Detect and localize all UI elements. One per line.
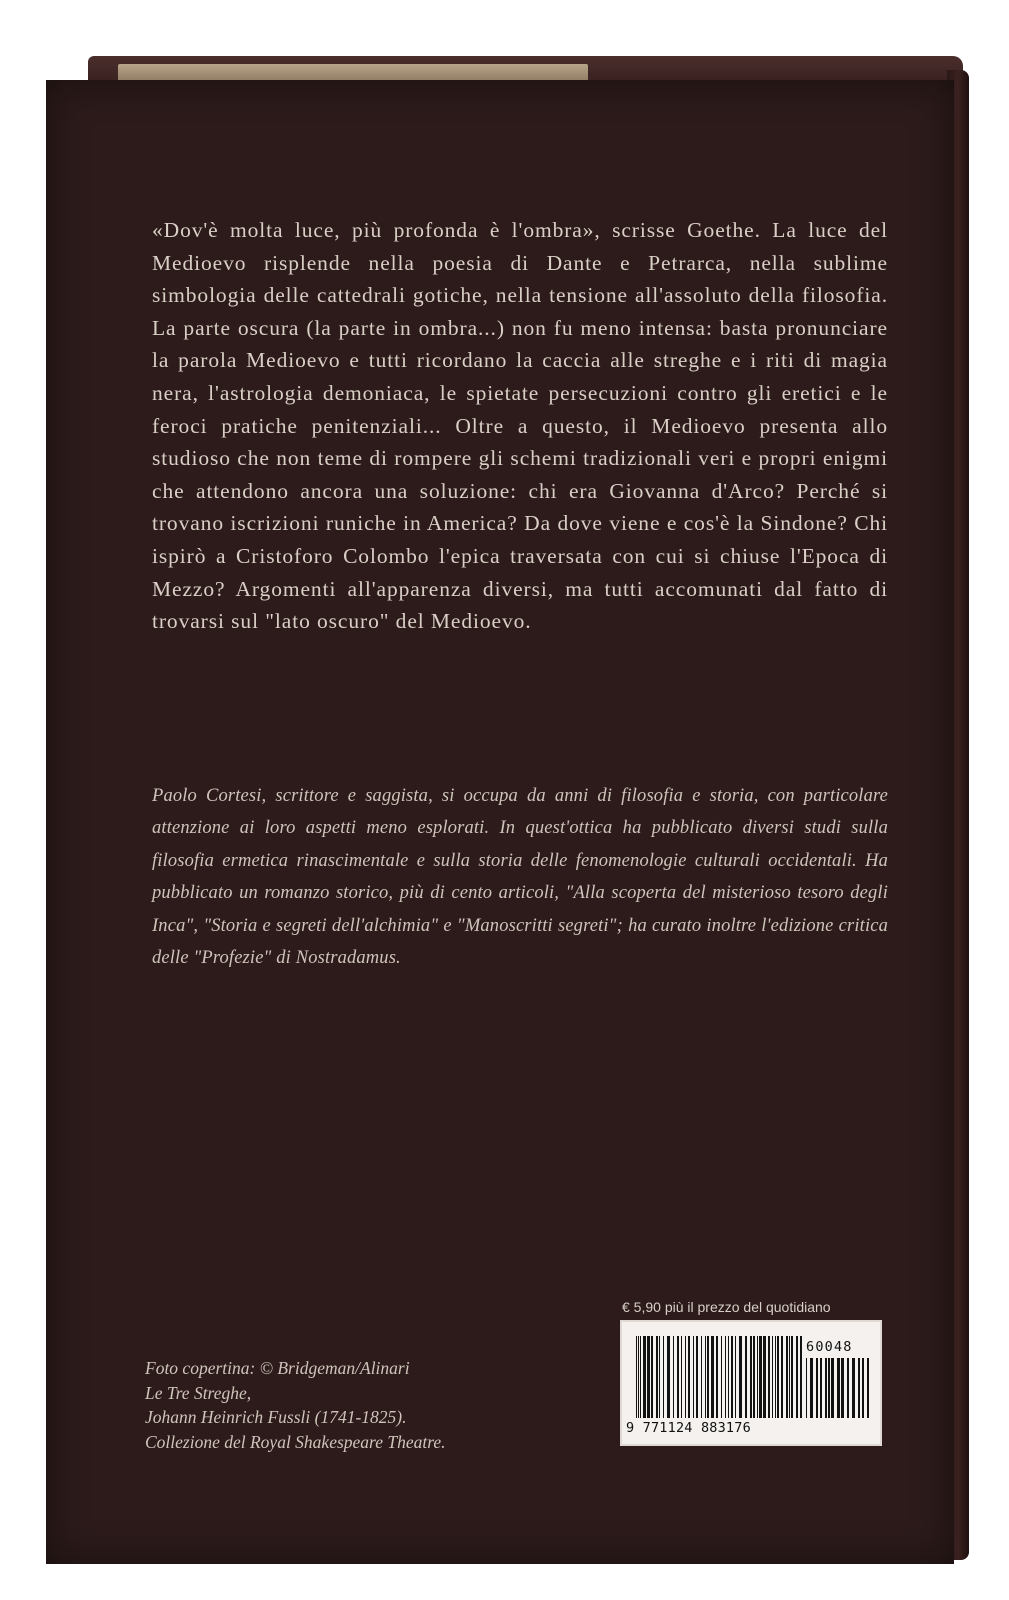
barcode-bar bbox=[806, 1358, 807, 1418]
barcode-bar bbox=[696, 1336, 698, 1418]
barcode-bar bbox=[810, 1358, 813, 1418]
barcode-bar bbox=[735, 1336, 736, 1418]
barcode-bar bbox=[701, 1336, 702, 1418]
barcode-bar bbox=[763, 1336, 766, 1418]
credit-line: Johann Heinrich Fussli (1741-1825). bbox=[145, 1407, 407, 1427]
credit-line: Le Tre Streghe, bbox=[145, 1382, 252, 1403]
barcode-bar bbox=[688, 1336, 690, 1418]
barcode-bar bbox=[636, 1336, 637, 1418]
barcode-bar bbox=[659, 1336, 660, 1418]
barcode-bar bbox=[828, 1358, 830, 1418]
barcode-bar bbox=[728, 1336, 729, 1418]
barcode-bar bbox=[716, 1336, 718, 1418]
addon-barcode-bars bbox=[806, 1358, 870, 1418]
barcode-bar bbox=[693, 1336, 694, 1418]
barcode-bar bbox=[825, 1358, 827, 1418]
barcode-bar bbox=[667, 1336, 670, 1418]
barcode-bar bbox=[862, 1358, 864, 1418]
barcode-bar bbox=[677, 1336, 679, 1418]
barcode-bar bbox=[858, 1358, 860, 1418]
barcode-bar bbox=[656, 1336, 658, 1418]
barcode-bar bbox=[721, 1336, 722, 1418]
price-label: € 5,90 più il prezzo del quotidiano bbox=[622, 1299, 831, 1315]
barcode-bar bbox=[800, 1336, 802, 1418]
barcode-bar bbox=[647, 1336, 650, 1418]
barcode-bar bbox=[663, 1336, 664, 1418]
barcode-bar bbox=[768, 1336, 770, 1418]
barcode-bar bbox=[745, 1336, 747, 1418]
barcode-bar bbox=[651, 1336, 653, 1418]
ean-digits: 9 771124 883176 bbox=[626, 1420, 751, 1436]
barcode-bar bbox=[777, 1336, 779, 1418]
photo-credits bbox=[145, 1356, 446, 1454]
barcode-bar bbox=[681, 1336, 682, 1418]
barcode-bar bbox=[796, 1336, 798, 1418]
barcode-bar bbox=[781, 1336, 783, 1418]
barcode-bar bbox=[705, 1336, 706, 1418]
barcode-bar bbox=[673, 1336, 674, 1418]
barcode-bar bbox=[643, 1336, 646, 1418]
barcode-bar bbox=[685, 1336, 686, 1418]
barcode-bar bbox=[711, 1336, 714, 1418]
barcode-bar bbox=[789, 1336, 790, 1418]
barcode-bar bbox=[837, 1358, 840, 1418]
barcode-bar bbox=[847, 1358, 849, 1418]
barcode-bar bbox=[759, 1336, 762, 1418]
barcode-bar bbox=[841, 1358, 844, 1418]
barcode-bar bbox=[831, 1358, 834, 1418]
barcode-bar bbox=[867, 1358, 869, 1418]
barcode-bar bbox=[772, 1336, 773, 1418]
blurb-text: «Dov'è molta luce, più profonda è l'ombra», scrisse Goethe. La luce del Medioevo risplende nella poesia di Dante e Petrarca, nella sublime simbologia delle cattedrali gotiche, nella tensione all'assoluto della filosofia. La parte oscura (la parte in ombra...) non fu meno intensa: basta pronunciare la parola Medioevo e tutti ricordano la caccia alle streghe e i riti di magia nera, l'astrologia demoniaca, le spietate persecuzioni contro gli eretici e le feroci pratiche penitenziali... Oltre a questo, il Medioevo presenta allo studioso che non teme di rompere gli schemi tradizionali veri e propri enigmi che attendono ancora una soluzione: chi era Giovanna d'Arco? Perché si trovano iscrizioni runiche in America? Da dove viene e cos'è la Sindone? Chi ispirò a Cristoforo Colombo l'epica traversata con cui si chiuse l'Epoca di Mezzo? Argomenti all'apparenza diversi, ma tutti accomunati dal fatto di trovarsi sul "lato oscuro" del Medioevo. bbox=[152, 218, 888, 634]
barcode-bar bbox=[852, 1358, 855, 1418]
barcode-bar bbox=[640, 1336, 641, 1418]
barcode-bar bbox=[739, 1336, 742, 1418]
credit-line: Foto copertina: © Bridgeman/Alinari bbox=[145, 1358, 410, 1378]
credit-line: Collezione del Royal Shakespeare Theatre. bbox=[145, 1431, 446, 1452]
barcode-bar bbox=[791, 1336, 793, 1418]
barcode-bar bbox=[816, 1358, 818, 1418]
barcode-bar bbox=[820, 1358, 822, 1418]
barcode-bar bbox=[775, 1336, 776, 1418]
barcode-bar bbox=[750, 1336, 752, 1418]
barcode-bar bbox=[638, 1336, 639, 1418]
barcode-bar bbox=[757, 1336, 758, 1418]
barcode-bar bbox=[725, 1336, 726, 1418]
barcode-bar bbox=[707, 1336, 709, 1418]
barcode-bar bbox=[753, 1336, 755, 1418]
barcode-bar bbox=[786, 1336, 788, 1418]
barcode-bar bbox=[731, 1336, 733, 1418]
addon-digits: 60048 bbox=[806, 1339, 853, 1355]
author-bio: Paolo Cortesi, scrittore e saggista, si occupa da anni di filosofia e storia, con particolare attenzione ai loro aspetti meno esplorati. In quest'ottica ha pubblicato diversi studi sulla filosofia ermetica rinascimentale e sulla storia delle fenomenologie culturali occidentali. Ha pubblicato un romanzo storico, più di cento articoli, "Alla scoperta del misterioso tesoro degli Inca", "Storia e segreti dell'alchimia" e "Manoscritti segreti"; ha curato inoltre l'edizione critica delle "Profezie" di Nostradamus. bbox=[152, 786, 888, 969]
ean-barcode-bars bbox=[636, 1336, 802, 1418]
